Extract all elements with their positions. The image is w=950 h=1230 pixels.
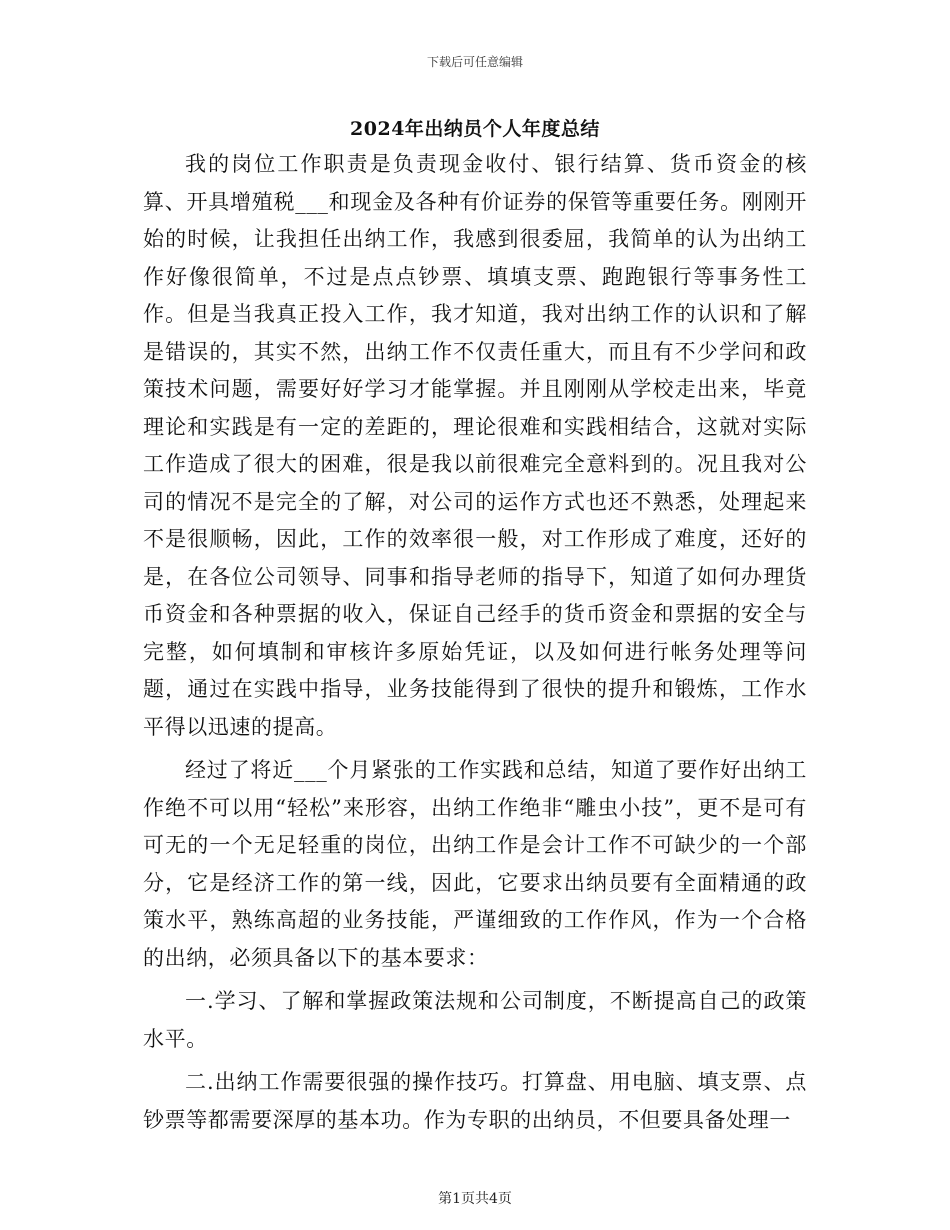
paragraph-1: 我的岗位工作职责是负责现金收付、银行结算、货币资金的核算、开具增殖税___和现金及各种有价证券的保管等重要任务。刚刚开始的时候，让我担任出纳工作，我感到很委屈，我简单的认为出纳工作好像很简单，不过是点点钞票、填填支票、跑跑银行等事务性工作。但是当我真正投入工作，我才知道，我对出纳工作的认识和了解是错误的，其实不然，出纳工作不仅责任重大，而且有不少学问和政策技术问题，需要好好学习才能掌握。并且刚刚从学校走出来，毕竟理论和实践是有一定的差距的，理论很难和实践相结合，这就对实际工作造成了很大的困难，很是我以前很难完全意料到的。况且我对公司的情况不是完全的了解，对公司的运作方式也还不熟悉，处理起来不是很顺畅，因此，工作的效率很一般，对工作形成了难度，还好的是，在各位公司领导、同事和指导老师的指导下，知道了如何办理货币资金和各种票据的收入，保证自己经手的货币资金和票据的安全与完整，如何填制和审核许多原始凭证，以及如何进行帐务处理等问题，通过在实践中指导，业务技能得到了很快的提升和锻炼，工作水平得以迅速的提高。 [143, 152, 807, 739]
paragraph-2: 经过了将近___个月紧张的工作实践和总结，知道了要作好出纳工作绝不可以用“轻松”来形容，出纳工作绝非“雕虫小技”，更不是可有可无的一个无足轻重的岗位，出纳工作是会计工作不可缺少的一个部分，它是经济工作的第一线，因此，它要求出纳员要有全面精通的政策水平，熟练高超的业务技能，严谨细致的工作作风，作为一个合格的出纳，必须具备以下的基本要求： [143, 758, 807, 970]
page-header-note: 下载后可任意编辑 [426, 55, 523, 69]
paragraph-3: 一.学习、了解和掌握政策法规和公司制度，不断提高自己的政策水平。 [143, 989, 807, 1051]
document-title: 2024年出纳员个人年度总结 [350, 118, 600, 140]
page-number: 第1页共4页 [438, 1191, 512, 1207]
document-body [143, 146, 807, 1145]
paragraph-4: 二.出纳工作需要很强的操作技巧。打算盘、用电脑、填支票、点钞票等都需要深厚的基本功。作为专职的出纳员，不但要具备处理一 [143, 1070, 807, 1132]
